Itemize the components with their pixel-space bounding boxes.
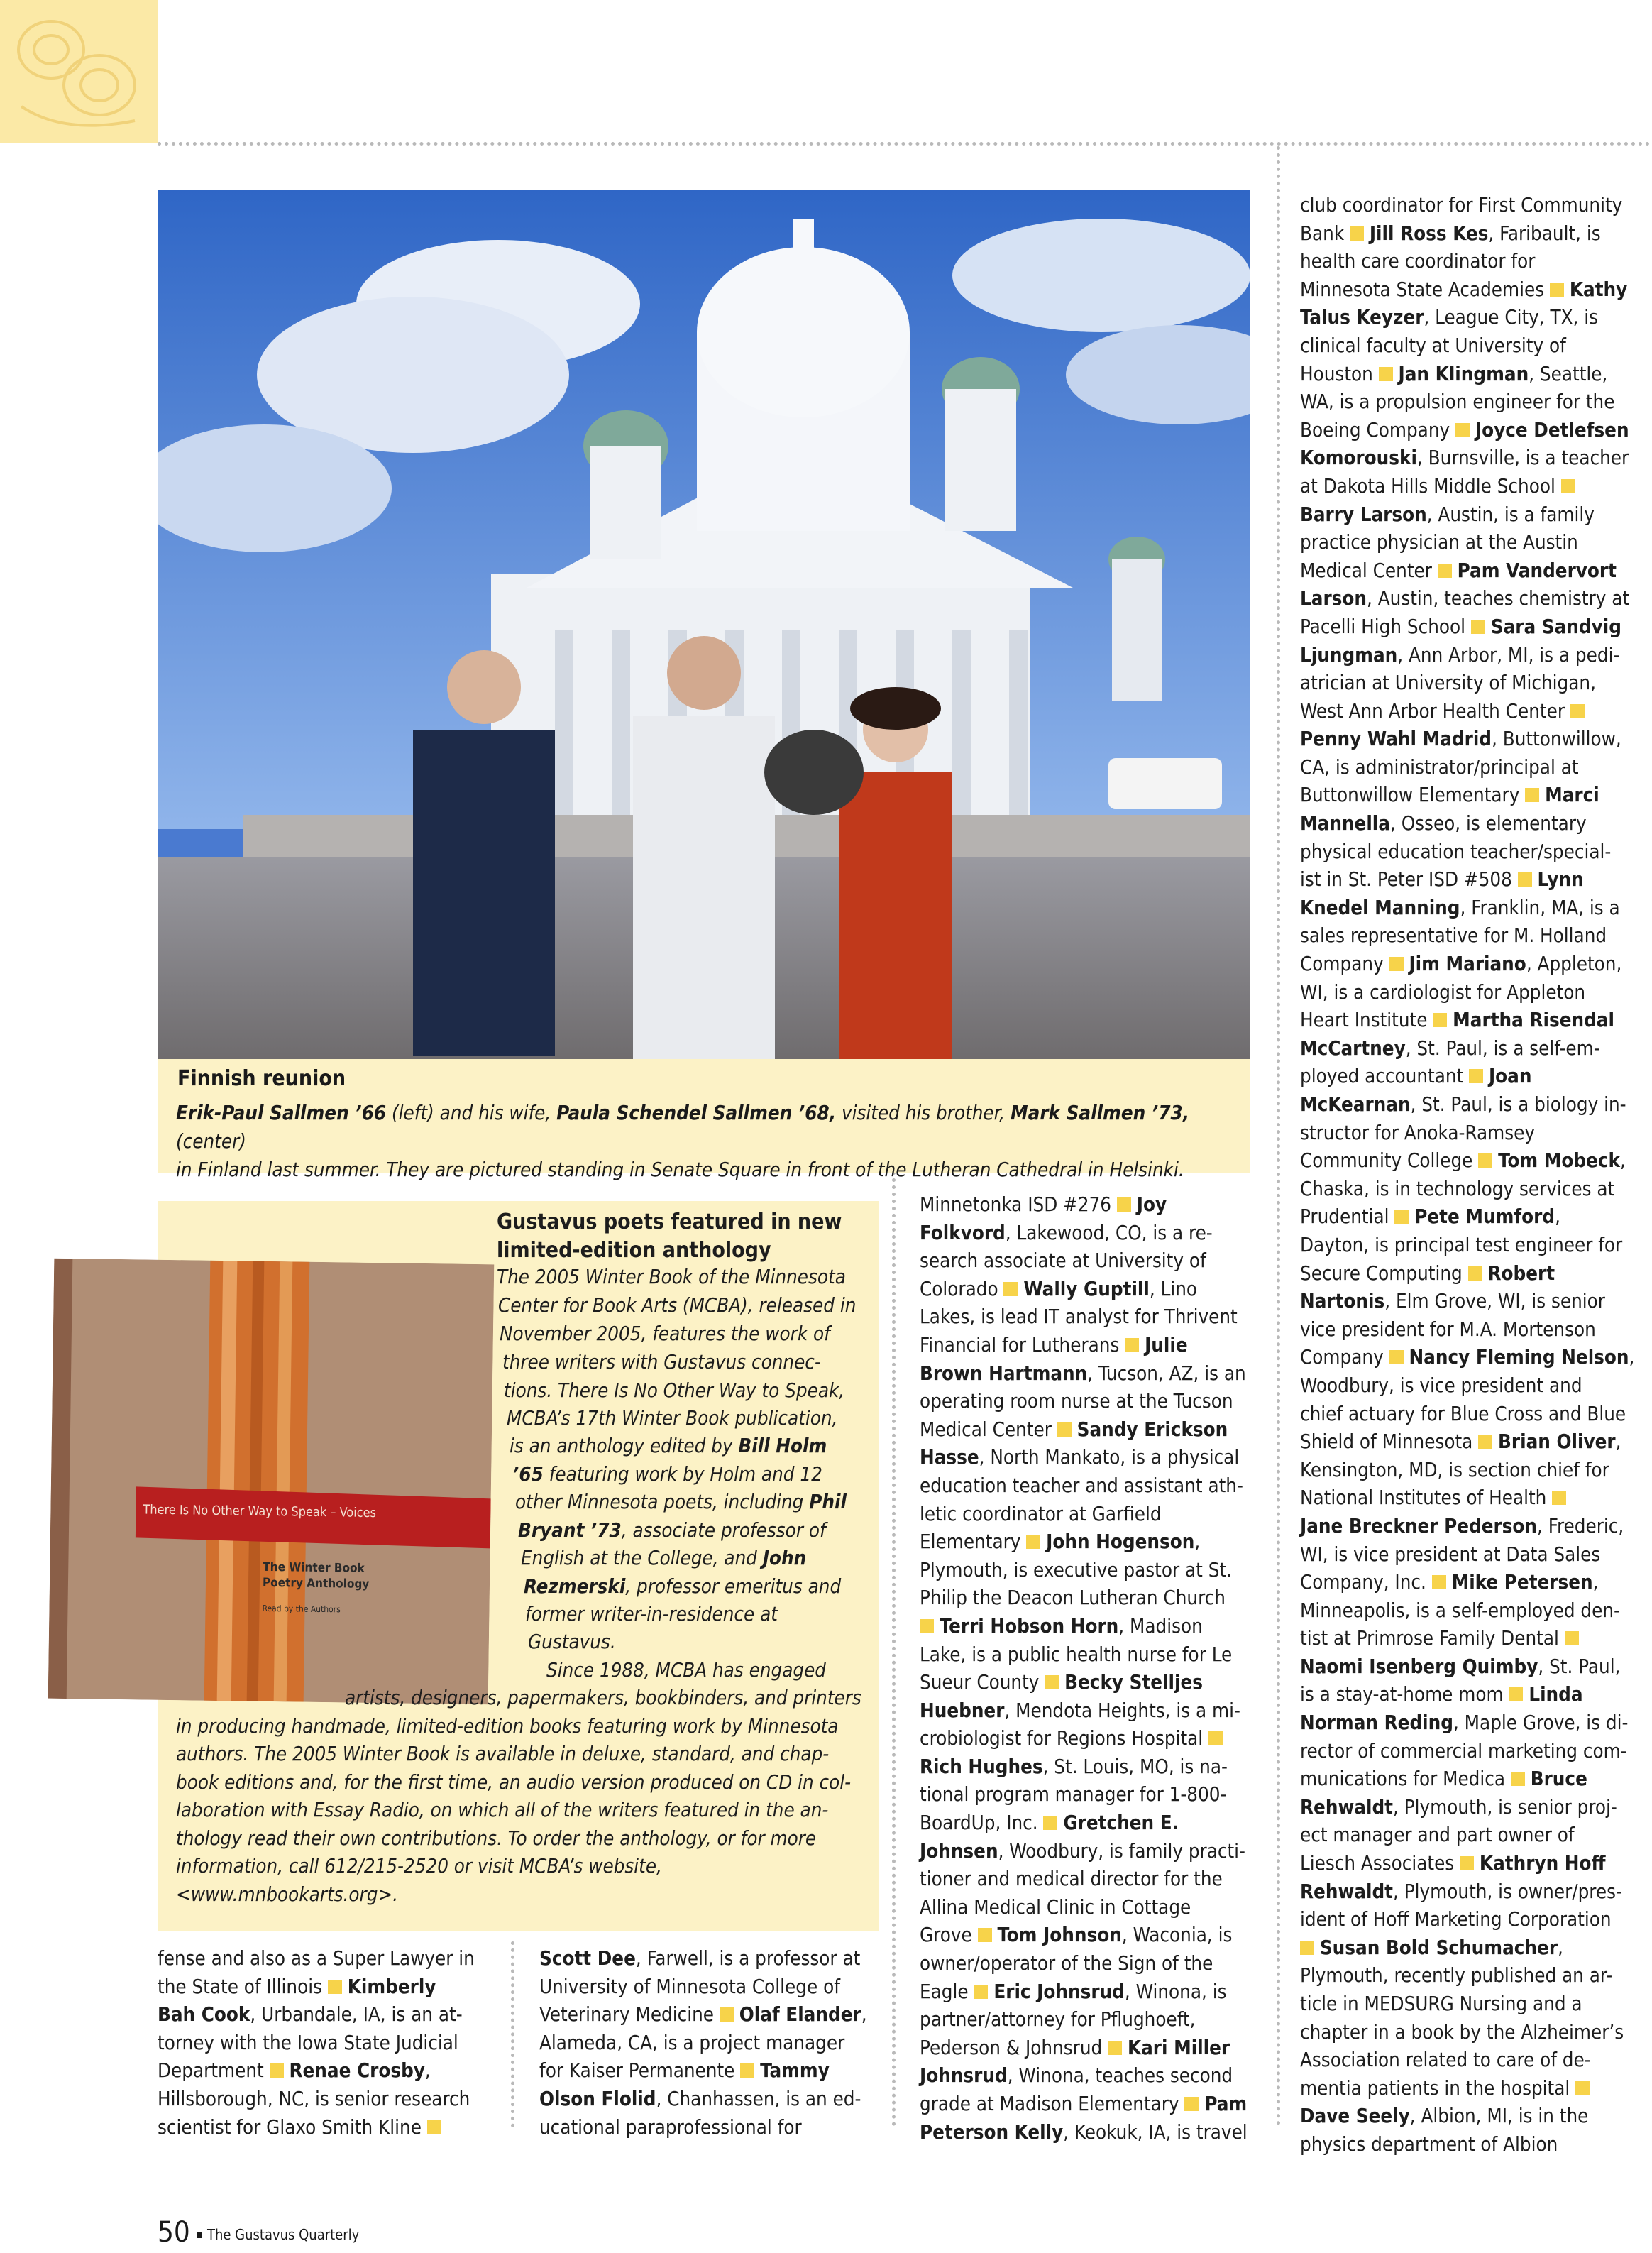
column-rule <box>1277 146 1280 2127</box>
anthology-line: MCBA’s 17th Winter Book publication, <box>507 1407 838 1430</box>
anthology-line: Since 1988, MCBA has engaged <box>546 1659 827 1682</box>
column-line: scientist for Glaxo Smith Kline <box>158 2114 491 2142</box>
yellow-square-bullet-icon <box>1117 1197 1131 1212</box>
column-line: ident of Hoff Marketing Corporation <box>1300 1908 1612 1931</box>
column-line: Rehwaldt, Plymouth, is owner/pres- <box>1300 1880 1622 1903</box>
column-line: physical education teacher/special- <box>1300 840 1612 863</box>
yellow-square-bullet-icon <box>1478 1153 1492 1168</box>
column-line: mentia patients in the hospital <box>1300 2075 1641 2103</box>
book-cover-art <box>48 1259 495 1705</box>
column-line: tioner and medical director for the <box>920 1868 1223 1891</box>
column-line: Johnsen, Woodbury, is family practi- <box>920 1839 1245 1863</box>
column-line: rector of commercial marketing com- <box>1300 1739 1627 1763</box>
column-line: Community College Tom Mobeck, <box>1300 1149 1626 1173</box>
photo-caption-title: Finnish reunion <box>177 1066 346 1091</box>
column-line: owner/operator of the Sign of the <box>920 1952 1213 1975</box>
column-line: Association related to care of de- <box>1300 2049 1591 2072</box>
anthology-line: in producing handmade, limited-edition books featuring work by Minnesota <box>176 1715 839 1738</box>
book-cover-read-by: Read by the Authors <box>262 1603 341 1615</box>
column-line: Brown Hartmann, Tucson, AZ, is an <box>920 1361 1246 1385</box>
column-line: Knedel Manning, Franklin, MA, is a <box>1300 896 1620 919</box>
yellow-square-bullet-icon <box>427 2120 441 2134</box>
column-rule <box>892 1157 896 2127</box>
anthology-line: authors. The 2005 Winter Book is available in deluxe, standard, and chap- <box>176 1743 830 1765</box>
column-line: Shield of Minnesota Brian Oliver, <box>1300 1430 1621 1454</box>
column-line: Allina Medical Clinic in Cottage <box>920 1895 1191 1919</box>
column-line: Komorouski, Burnsville, is a teacher <box>1300 446 1629 470</box>
anthology-title-line: limited-edition anthology <box>497 1238 771 1263</box>
yellow-square-bullet-icon <box>1208 1731 1223 1745</box>
yellow-square-bullet-icon <box>328 1980 342 1994</box>
column-line: Sueur County Becky Stelljes <box>920 1671 1204 1694</box>
yellow-square-bullet-icon <box>1570 704 1585 718</box>
column-line: Alameda, CA, is a project manager <box>539 2031 845 2054</box>
column-line: WI, is vice president at Data Sales <box>1300 1542 1601 1566</box>
column-line: Nartonis, Elm Grove, WI, is senior <box>1300 1290 1605 1313</box>
yellow-square-bullet-icon <box>1550 283 1564 297</box>
column-line: Bank Jill Ross Kes, Faribault, is <box>1300 221 1601 245</box>
column-line: is a stay-at-home mom Linda <box>1300 1683 1583 1706</box>
column-line: clinical faculty at University of <box>1300 334 1566 357</box>
yellow-square-bullet-icon <box>1433 1013 1447 1027</box>
column-line: chapter in a book by the Alzheimer’s <box>1300 2020 1624 2044</box>
yellow-square-bullet-icon <box>1471 620 1485 634</box>
column-line: Lakes, is lead IT analyst for Thrivent <box>920 1305 1238 1329</box>
column-line: Scott Dee, Farwell, is a professor at <box>539 1947 861 1970</box>
anthology-line: November 2005, features the work of <box>500 1322 830 1345</box>
column-line: Lake, is a public health nurse for Le <box>920 1643 1233 1666</box>
column-line: ucational paraprofessional for <box>539 2115 802 2139</box>
column-line: tist at Primrose Family Dental <box>1300 1625 1641 1653</box>
anthology-line: other Minnesota poets, including Phil <box>515 1491 847 1513</box>
footer-separator <box>197 2232 202 2238</box>
column-line: Norman Reding, Maple Grove, is di- <box>1300 1711 1629 1735</box>
column-line: Veterinary Medicine Olaf Elander, <box>539 2003 867 2027</box>
column-line: Company Nancy Fleming Nelson, <box>1300 1346 1635 1369</box>
yellow-square-bullet-icon <box>720 2007 734 2022</box>
text-column-3 <box>920 1191 1260 2147</box>
anthology-line: laboration with Essay Radio, on which all of the writers featured in the an- <box>176 1799 829 1821</box>
yellow-square-bullet-icon <box>1043 1816 1057 1830</box>
column-line: BoardUp, Inc. Gretchen E. <box>920 1811 1179 1835</box>
anthology-line: information, call 612/215-2520 or visit MCBA’s website, <box>176 1855 662 1878</box>
book-cover-subtitle-line: The Winter Book <box>263 1559 365 1576</box>
yellow-square-bullet-icon <box>1469 1069 1483 1083</box>
yellow-square-bullet-icon <box>978 1928 992 1942</box>
column-line: structor for Anoka-Ramsey <box>1300 1121 1536 1144</box>
column-line: WI, is a cardiologist for Appleton <box>1300 980 1586 1004</box>
column-line: Hillsborough, NC, is senior research <box>158 2087 470 2110</box>
column-line: Houston Jan Klingman, Seattle, <box>1300 362 1608 385</box>
column-line: Naomi Isenberg Quimby, St. Paul, <box>1300 1655 1621 1678</box>
column-line: Susan Bold Schumacher, <box>1300 1934 1641 1963</box>
column-line: letic coordinator at Garfield <box>920 1502 1162 1525</box>
yellow-square-bullet-icon <box>1389 957 1404 971</box>
column-line: Heart Institute Martha Risendal <box>1300 1009 1614 1032</box>
column-line: West Ann Arbor Health Center <box>1300 698 1641 726</box>
column-line: Philip the Deacon Lutheran Church <box>920 1586 1226 1610</box>
yellow-square-bullet-icon <box>1511 1772 1525 1786</box>
anthology-line: thology read their own contributions. To order the anthology, or for more <box>176 1827 817 1850</box>
anthology-line: English at the College, and John <box>521 1547 807 1569</box>
corner-decoration <box>0 0 158 143</box>
yellow-square-bullet-icon <box>1438 564 1452 578</box>
anthology-line: <www.mnbookarts.org>. <box>176 1883 398 1906</box>
column-line: Plymouth, recently published an ar- <box>1300 1964 1613 1988</box>
top-rule <box>158 142 1651 146</box>
column-line: Olson Flolid, Chanhassen, is an ed- <box>539 2087 861 2110</box>
column-line: atrician at University of Michigan, <box>1300 671 1596 695</box>
yellow-square-bullet-icon <box>1432 1575 1446 1589</box>
yellow-square-bullet-icon <box>1125 1338 1139 1352</box>
column-line: the State of Illinois Kimberly <box>158 1975 436 1998</box>
column-line: partner/attorney for Pflughoeft, <box>920 2008 1196 2032</box>
column-line: Minnesota State Academies Kathy <box>1300 278 1628 301</box>
yellow-square-bullet-icon <box>1455 423 1470 437</box>
yellow-square-bullet-icon <box>1394 1210 1409 1224</box>
yellow-square-bullet-icon <box>1045 1675 1059 1689</box>
column-line: Huebner, Mendota Heights, is a mi- <box>920 1699 1240 1722</box>
column-line: Medical Center Sandy Erickson <box>920 1418 1228 1441</box>
yellow-square-bullet-icon <box>1561 479 1575 493</box>
column-line: education teacher and assistant ath- <box>920 1474 1243 1497</box>
column-line: Mannella, Osseo, is elementary <box>1300 812 1587 835</box>
yellow-square-bullet-icon <box>1003 1282 1018 1296</box>
yellow-square-bullet-icon <box>1350 226 1364 241</box>
yellow-square-bullet-icon <box>1575 2081 1590 2095</box>
column-line: Company, Inc. Mike Petersen, <box>1300 1571 1599 1594</box>
column-line: Chaska, is in technology services at <box>1300 1177 1615 1200</box>
anthology-line: tions. There Is No Other Way to Speak, <box>504 1379 845 1402</box>
yellow-square-bullet-icon <box>1460 1856 1474 1870</box>
column-line: ect manager and part owner of <box>1300 1824 1575 1847</box>
column-line: Financial for Lutherans Julie <box>920 1333 1188 1356</box>
column-line: Jane Breckner Pederson, Frederic, <box>1300 1514 1624 1537</box>
column-line: CA, is administrator/principal at <box>1300 755 1579 779</box>
anthology-line: The 2005 Winter Book of the Minnesota <box>497 1266 846 1288</box>
caption-line: Erik-Paul Sallmen ’66 (left) and his wife, Paula Schendel Sallmen ’68, visited his brother, Mark Sallmen ’73, (center) <box>176 1102 1190 1153</box>
yellow-square-bullet-icon <box>974 1985 988 1999</box>
yellow-square-bullet-icon <box>1468 1266 1482 1281</box>
column-line: grade at Madison Elementary Pam <box>920 2093 1248 2115</box>
column-line: Hasse, North Mankato, is a physical <box>920 1446 1240 1469</box>
yellow-square-bullet-icon <box>1026 1535 1040 1549</box>
column-line: Elementary John Hogenson, <box>920 1530 1201 1554</box>
page-number: 50 <box>158 2216 190 2249</box>
anthology-line: Center for Book Arts (MCBA), released in <box>498 1294 857 1317</box>
anthology-line: artists, designers, papermakers, bookbinders, and printers <box>345 1687 861 1709</box>
yellow-square-bullet-icon <box>1300 1941 1314 1955</box>
anthology-line: Rezmerski, professor emeritus and <box>524 1575 842 1598</box>
anthology-line: three writers with Gustavus connec- <box>502 1351 821 1374</box>
yellow-square-bullet-icon <box>920 1619 934 1633</box>
yellow-square-bullet-icon <box>740 2063 754 2078</box>
yellow-square-bullet-icon <box>1478 1435 1492 1449</box>
column-line: ticle in MEDSURG Nursing and a <box>1300 1992 1582 2015</box>
column-line: club coordinator for First Community <box>1300 194 1623 216</box>
column-line: Pederson & Johnsrud Kari Miller <box>920 2036 1230 2059</box>
column-line: Pacelli High School Sara Sandvig <box>1300 615 1621 638</box>
column-line: National Institutes of Health <box>1300 1484 1641 1513</box>
caption-line: in Finland last summer. They are pictured standing in Senate Square in front of the Lutheran Cathedral in Helsinki. <box>176 1158 1184 1181</box>
column-line: Grove Tom Johnson, Waconia, is <box>920 1924 1233 1947</box>
photo-illustration <box>158 190 1250 1059</box>
column-line: Secure Computing Robert <box>1300 1261 1555 1285</box>
column-line: Colorado Wally Guptill, Lino <box>920 1277 1198 1300</box>
column-line: vice president for M.A. Mortenson <box>1300 1317 1596 1341</box>
anthology-line: former writer-in-residence at <box>525 1603 778 1626</box>
anthology-line: ’65 featuring work by Holm and 12 <box>512 1463 822 1486</box>
column-line: physics department of Albion <box>1300 2132 1558 2156</box>
yellow-square-bullet-icon <box>1057 1422 1072 1437</box>
column-line: Company Jim Mariano, Appleton, <box>1300 953 1622 976</box>
class-ring-icon <box>0 0 158 143</box>
text-column-2 <box>539 1945 873 2142</box>
column-line: McCartney, St. Paul, is a self-em- <box>1300 1036 1600 1060</box>
column-line: University of Minnesota College of <box>539 1975 840 1998</box>
anthology-line: is an anthology edited by Bill Holm <box>510 1435 827 1457</box>
column-line: Liesch Associates Kathryn Hoff <box>1300 1852 1606 1875</box>
column-line: Minneapolis, is a self-employed den- <box>1300 1599 1620 1622</box>
book-cover-subtitle-line: Poetry Anthology <box>262 1575 370 1591</box>
column-line: search associate at University of <box>920 1249 1206 1273</box>
column-line: Minnetonka ISD #276 Joy <box>920 1193 1167 1216</box>
column-line: ist in St. Peter ISD #508 Lynn <box>1300 868 1584 892</box>
column-rule <box>511 1941 514 2127</box>
column-line: Prudential Pete Mumford, <box>1300 1205 1560 1229</box>
text-column-1 <box>158 1945 491 2142</box>
column-line: Plymouth, is executive pastor at St. <box>920 1558 1232 1582</box>
anthology-line: Bryant ’73, associate professor of <box>518 1519 826 1542</box>
column-line: crobiologist for Regions Hospital <box>920 1725 1260 1753</box>
column-line: practice physician at the Austin <box>1300 531 1578 554</box>
yellow-square-bullet-icon <box>1184 2097 1199 2111</box>
column-line: McKearnan, St. Paul, is a biology in- <box>1300 1093 1626 1116</box>
column-line: for Kaiser Permanente Tammy <box>539 2059 830 2083</box>
photo-caption-text <box>176 1099 1233 1184</box>
column-line: Buttonwillow Elementary Marci <box>1300 784 1599 807</box>
column-line: Rehwaldt, Plymouth, is senior proj- <box>1300 1795 1617 1819</box>
column-line: Department Renae Crosby, <box>158 2059 431 2083</box>
column-line: sales representative for M. Holland <box>1300 924 1607 948</box>
column-line: torney with the Iowa State Judicial <box>158 2031 458 2054</box>
column-line: Ljungman, Ann Arbor, MI, is a pedi- <box>1300 643 1620 667</box>
column-line: Talus Keyzer, League City, TX, is <box>1300 306 1599 329</box>
yellow-square-bullet-icon <box>1552 1491 1566 1505</box>
column-line: Medical Center Pam Vandervort <box>1300 559 1617 582</box>
yellow-square-bullet-icon <box>1379 367 1393 381</box>
column-line: Woodbury, is vice president and <box>1300 1374 1582 1397</box>
yellow-square-bullet-icon <box>1525 788 1539 802</box>
column-line: at Dakota Hills Middle School <box>1300 473 1641 501</box>
publication-name: The Gustavus Quarterly <box>207 2226 360 2243</box>
column-line: Penny Wahl Madrid, Buttonwillow, <box>1300 728 1621 751</box>
column-line: Kensington, MD, is section chief for <box>1300 1458 1609 1481</box>
book-cover-image <box>48 1259 495 1705</box>
anthology-line: Gustavus. <box>528 1630 616 1653</box>
column-line: Terri Hobson Horn, Madison <box>920 1613 1260 1641</box>
column-line: munications for Medica Bruce <box>1300 1767 1587 1791</box>
book-cover-subtitle <box>262 1559 369 1618</box>
anthology-line: book editions and, for the first time, an audio version produced on CD in col- <box>176 1771 852 1794</box>
column-line: Eagle Eric Johnsrud, Winona, is <box>920 1980 1227 2003</box>
column-line: fense and also as a Super Lawyer in <box>158 1947 475 1970</box>
yellow-square-bullet-icon <box>270 2063 284 2078</box>
anthology-title <box>497 1208 866 1265</box>
column-line: operating room nurse at the Tucson <box>920 1390 1233 1413</box>
text-column-4 <box>1300 192 1641 2159</box>
column-line: Bah Cook, Urbandale, IA, is an at- <box>158 2003 463 2027</box>
column-line: Johnsrud, Winona, teaches second <box>920 2064 1233 2088</box>
column-line: Peterson Kelly, Keokuk, IA, is travel <box>920 2120 1248 2144</box>
anthology-title-line: Gustavus poets featured in new <box>497 1210 842 1234</box>
column-line: Barry Larson, Austin, is a family <box>1300 503 1595 526</box>
book-cover-band-text: There Is No Other Way to Speak – Voices <box>143 1502 377 1521</box>
column-line: health care coordinator for <box>1300 250 1536 273</box>
yellow-square-bullet-icon <box>1518 872 1532 887</box>
column-line: chief actuary for Blue Cross and Blue <box>1300 1402 1626 1425</box>
column-line: Rich Hughes, St. Louis, MO, is na- <box>920 1755 1228 1778</box>
column-line: Dave Seely, Albion, MI, is in the <box>1300 2105 1589 2128</box>
column-line: Boeing Company Joyce Detlefsen <box>1300 418 1629 442</box>
column-line: Dayton, is principal test engineer for <box>1300 1233 1623 1256</box>
yellow-square-bullet-icon <box>1565 1631 1579 1645</box>
column-line: ployed accountant Joan <box>1300 1065 1532 1088</box>
yellow-square-bullet-icon <box>1108 2041 1122 2055</box>
cathedral-photo <box>158 190 1250 1059</box>
yellow-square-bullet-icon <box>1509 1687 1523 1701</box>
column-line: Larson, Austin, teaches chemistry at <box>1300 587 1630 610</box>
column-line: tional program manager for 1-800- <box>920 1783 1227 1807</box>
column-line: WA, is a propulsion engineer for the <box>1300 390 1615 414</box>
column-line: Folkvord, Lakewood, CO, is a re- <box>920 1221 1213 1244</box>
yellow-square-bullet-icon <box>1389 1350 1404 1364</box>
